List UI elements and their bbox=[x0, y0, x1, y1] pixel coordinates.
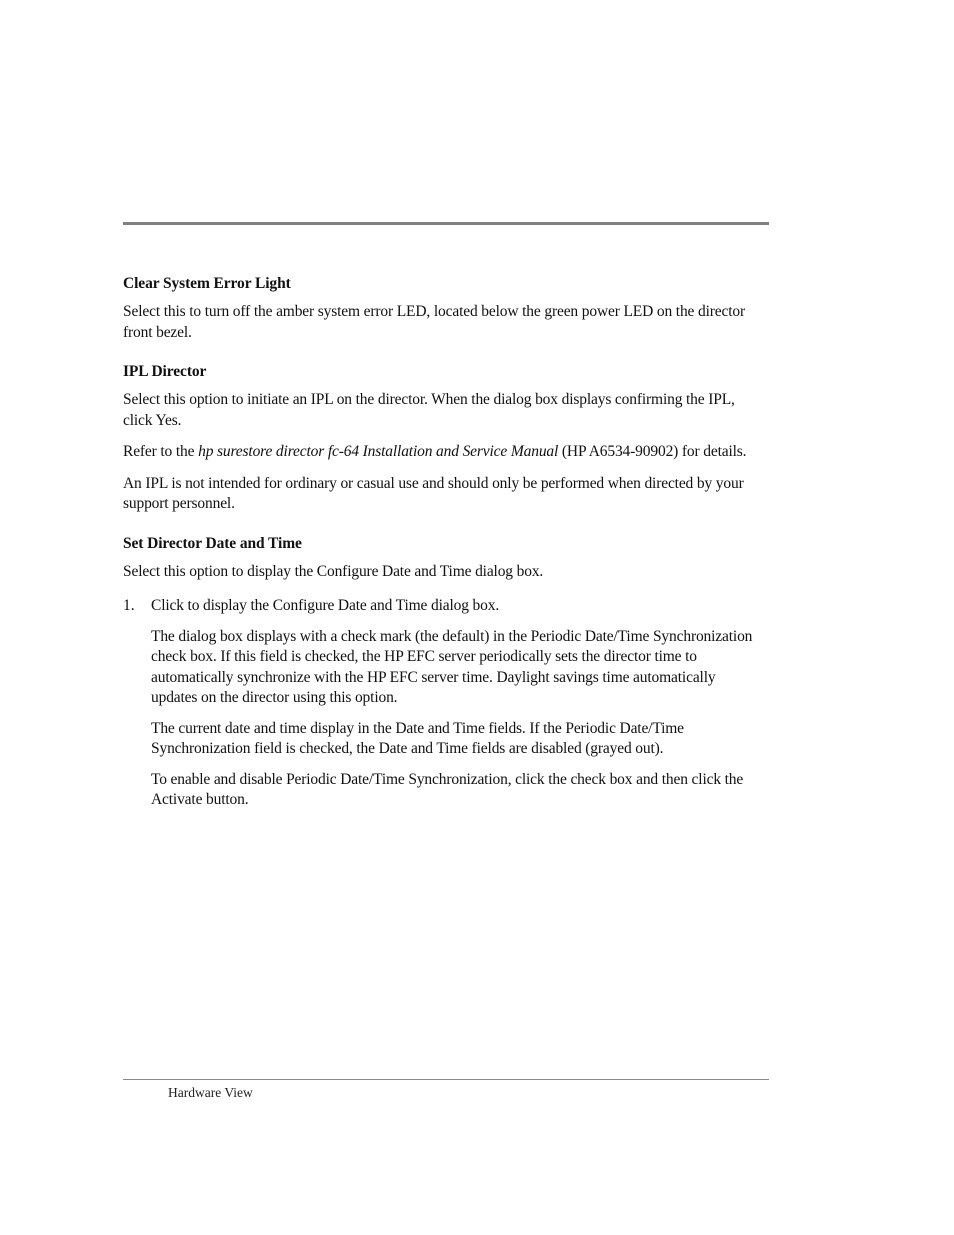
footer-label: Hardware View bbox=[168, 1085, 253, 1100]
section-body: Select this option to display the Configure Date and Time dialog box. bbox=[123, 562, 544, 580]
section-body: An IPL is not intended for ordinary or casual use and should only be performed when directed by your support personnel. bbox=[123, 474, 744, 512]
section-heading: Set Director Date and Time bbox=[123, 534, 302, 552]
reference-prefix: Refer to the bbox=[123, 443, 199, 460]
section-ipl-director bbox=[123, 362, 753, 515]
page-content bbox=[123, 274, 753, 821]
section-clear-system-error-light bbox=[123, 274, 753, 343]
step-detail: To enable and disable Periodic Date/Time Synchronization, click the check box and then click the Activate button. bbox=[151, 770, 744, 808]
section-body: Select this to turn off the amber system error LED, located below the green power LED on the director front bezel. bbox=[123, 303, 746, 341]
section-set-director-date-time bbox=[123, 534, 753, 811]
step-1 bbox=[123, 596, 753, 811]
reference-suffix: (HP A6534-90902) for details. bbox=[558, 443, 747, 460]
section-body: Select this option to initiate an IPL on the director. When the dialog box displays confirming the IPL, click Yes. bbox=[123, 391, 735, 429]
footer-rule bbox=[123, 1079, 769, 1080]
header-rule bbox=[123, 222, 769, 225]
manual-title: hp surestore director fc-64 Installation and Service Manual bbox=[198, 443, 559, 460]
step-number: 1. bbox=[123, 597, 135, 614]
step-text: Click to display the Configure Date and Time dialog box. bbox=[151, 597, 500, 614]
step-detail: The dialog box displays with a check mark (the default) in the Periodic Date/Time Synchronization check box. If this field is checked, the HP EFC server periodically sets the director time to automatically synchronize with the HP EFC server time. Daylight savings time automatically updates on the director using this option. bbox=[151, 627, 753, 706]
section-heading: IPL Director bbox=[123, 363, 207, 380]
section-heading: Clear System Error Light bbox=[123, 275, 291, 292]
manual-reference-paragraph bbox=[123, 442, 753, 463]
step-detail: The current date and time display in the Date and Time fields. If the Periodic Date/Time Synchronization field is checked, the Date and Time fields are disabled (grayed out). bbox=[151, 719, 684, 757]
